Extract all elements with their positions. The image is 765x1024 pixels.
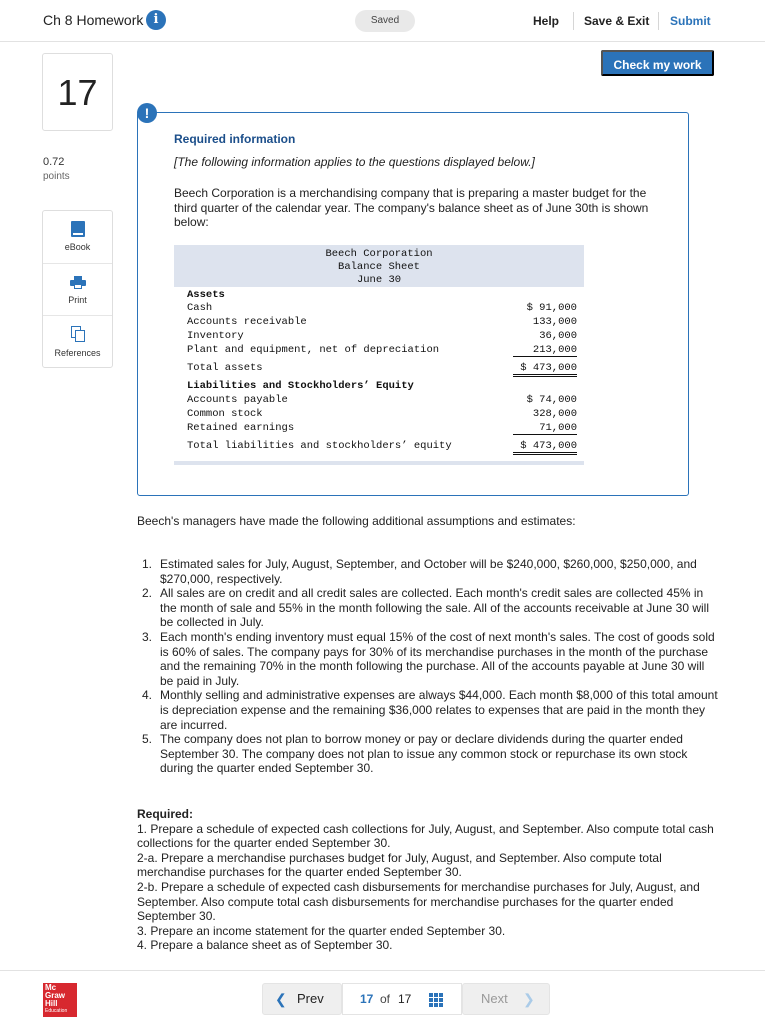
nav-divider bbox=[573, 12, 574, 30]
item-text: Monthly selling and administrative expenses are always $44,000. Each month $8,000 of this total amount is depreciation expense and the remaining $36,000 relates to expenses that are paid in the month they are incurred. bbox=[160, 688, 718, 732]
row-label: Inventory bbox=[187, 330, 244, 342]
list-item bbox=[142, 586, 720, 630]
nav-divider bbox=[658, 12, 659, 30]
row-value: $ 74,000 bbox=[526, 394, 577, 406]
required-item: 1. Prepare a schedule of expected cash collections for July, August, and September. Also compute total cash collections for the quarter ended September 30. bbox=[137, 821, 714, 851]
total-assets-value: $ 473,000 bbox=[513, 362, 577, 377]
top-bar bbox=[0, 0, 765, 42]
row-value: 71,000 bbox=[513, 422, 577, 435]
print-button[interactable] bbox=[43, 263, 112, 315]
table-footer-bar bbox=[174, 461, 584, 465]
list-item bbox=[142, 732, 720, 776]
table-row bbox=[187, 422, 577, 435]
row-value: 213,000 bbox=[513, 344, 577, 357]
prev-button[interactable] bbox=[262, 983, 342, 1015]
item-number: 2. bbox=[142, 586, 153, 601]
statement-date: June 30 bbox=[356, 274, 402, 286]
table-row bbox=[187, 302, 577, 315]
logo-text: Education bbox=[45, 1008, 68, 1014]
next-label: Next bbox=[481, 991, 508, 1006]
total-liabilities-value: $ 473,000 bbox=[513, 440, 577, 455]
alert-icon: ! bbox=[137, 103, 157, 123]
print-label: Print bbox=[68, 295, 87, 305]
balance-sheet-table bbox=[174, 245, 584, 467]
item-number: 4. bbox=[142, 688, 153, 703]
list-item bbox=[142, 688, 720, 732]
total-assets-label: Total assets bbox=[187, 362, 263, 374]
logo-text: Hill bbox=[45, 999, 58, 1008]
references-button[interactable] bbox=[43, 315, 112, 367]
required-item: 2-b. Prepare a schedule of expected cash disbursements for merchandise purchases for July, August, and September. Also compute total cash disbursements for merchandise purchases for the quarter ended September 30. bbox=[137, 879, 700, 924]
balance-sheet-header bbox=[174, 245, 584, 287]
required-item: 3. Prepare an income statement for the quarter ended September 30. bbox=[137, 923, 506, 938]
documents-icon bbox=[71, 326, 86, 343]
table-row bbox=[187, 408, 577, 421]
logo-text: Mc bbox=[45, 983, 57, 992]
table-row bbox=[187, 380, 577, 393]
grid-icon[interactable] bbox=[429, 993, 443, 1007]
table-row bbox=[187, 394, 577, 407]
item-number: 3. bbox=[142, 629, 153, 644]
required-information-panel bbox=[137, 112, 689, 496]
page-indicator[interactable] bbox=[342, 983, 462, 1015]
applies-note: [The following information applies to the questions displayed below.] bbox=[174, 155, 535, 169]
next-button[interactable] bbox=[462, 983, 550, 1015]
help-link[interactable]: Help bbox=[533, 14, 560, 28]
item-number: 5. bbox=[142, 732, 153, 747]
points-label: points bbox=[43, 171, 70, 182]
liabilities-heading: Liabilities and Stockholders’ Equity bbox=[187, 380, 414, 392]
chevron-left-icon: ❮ bbox=[275, 991, 287, 1007]
required-heading: Required: bbox=[137, 807, 194, 821]
item-number: 1. bbox=[142, 557, 153, 571]
row-label: Accounts receivable bbox=[187, 316, 307, 328]
current-page: 17 bbox=[360, 992, 374, 1006]
submit-link[interactable]: Submit bbox=[670, 14, 711, 28]
row-label: Plant and equipment, net of depreciation bbox=[187, 344, 440, 356]
row-value: 133,000 bbox=[532, 316, 577, 328]
list-item bbox=[142, 630, 720, 688]
chevron-right-icon: ❯ bbox=[523, 991, 535, 1007]
table-row bbox=[187, 289, 577, 302]
company-name: Beech Corporation bbox=[325, 248, 433, 260]
book-icon bbox=[71, 221, 85, 237]
references-label: References bbox=[54, 348, 101, 358]
assumptions-intro: Beech's managers have made the following additional assumptions and estimates: bbox=[137, 514, 576, 528]
ebook-label: eBook bbox=[64, 242, 91, 252]
mcgraw-hill-logo bbox=[43, 983, 77, 1017]
points-value: 0.72 bbox=[43, 156, 65, 168]
row-label: Accounts payable bbox=[187, 394, 288, 406]
of-label: of bbox=[380, 992, 391, 1006]
table-row bbox=[187, 344, 577, 357]
assumptions-list bbox=[142, 557, 720, 776]
total-pages: 17 bbox=[398, 992, 412, 1006]
table-row bbox=[187, 440, 577, 453]
row-label: Common stock bbox=[187, 408, 263, 420]
prev-label: Prev bbox=[297, 991, 324, 1006]
table-row bbox=[187, 362, 577, 375]
row-value: $ 91,000 bbox=[526, 302, 577, 314]
assets-heading: Assets bbox=[187, 289, 225, 301]
item-text: Each month's ending inventory must equal 15% of the cost of next month's sales. The cost of goods sold is 60% of sales. The company pays for 30% of its merchandise purchases in the month of the purchase and the remaining 70% in the month following the purchase. All of the accounts payable at June 30 will be paid in July. bbox=[160, 629, 715, 688]
statement-title: Balance Sheet bbox=[338, 261, 420, 273]
required-item: 2-a. Prepare a merchandise purchases budget for July, August, and September. Also compute total merchandise purchases for the quarter ended September 30. bbox=[137, 850, 662, 880]
printer-icon bbox=[70, 276, 86, 288]
save-exit-link[interactable]: Save & Exit bbox=[584, 14, 650, 28]
info-icon[interactable]: i bbox=[146, 10, 166, 30]
saved-status-badge: Saved bbox=[355, 10, 415, 32]
list-item bbox=[142, 557, 720, 586]
row-value: 36,000 bbox=[539, 330, 577, 342]
row-value: 328,000 bbox=[532, 408, 577, 420]
item-text: The company does not plan to borrow money or pay or declare dividends during the quarter ended September 30. The company does not plan to issue any common stock or repurchase its own stock during the quarter ended September 30. bbox=[160, 732, 688, 776]
required-item: 4. Prepare a balance sheet as of September 30. bbox=[137, 938, 393, 953]
table-row bbox=[187, 316, 577, 329]
item-text: All sales are on credit and all credit sales are collected. Each month's credit sales are collected 45% in the month of sale and 55% in the month following the sale. All of the accounts receivable at June 30 will be collected in July. bbox=[160, 586, 709, 630]
question-number: 17 bbox=[42, 53, 113, 131]
check-my-work-button[interactable]: Check my work bbox=[601, 50, 714, 76]
ebook-button[interactable] bbox=[43, 211, 112, 263]
assignment-title: Ch 8 Homework bbox=[43, 12, 144, 28]
footer-divider bbox=[0, 970, 765, 971]
item-text: Estimated sales for July, August, September, and October will be $240,000, $260,000, $250,000, and $270,000, respectively. bbox=[160, 557, 697, 586]
total-liabilities-label: Total liabilities and stockholders’ equity bbox=[187, 440, 452, 452]
row-label: Retained earnings bbox=[187, 422, 295, 434]
row-label: Cash bbox=[187, 302, 213, 314]
company-description: Beech Corporation is a merchandising company that is preparing a master budget for the third quarter of the calendar year. The company's balance sheet as of June 30th is shown below: bbox=[174, 186, 649, 229]
required-section bbox=[137, 807, 727, 953]
logo-text: Graw bbox=[45, 991, 66, 1000]
table-row bbox=[187, 330, 577, 343]
required-information-title: Required information bbox=[174, 132, 296, 146]
tools-panel bbox=[42, 210, 113, 368]
